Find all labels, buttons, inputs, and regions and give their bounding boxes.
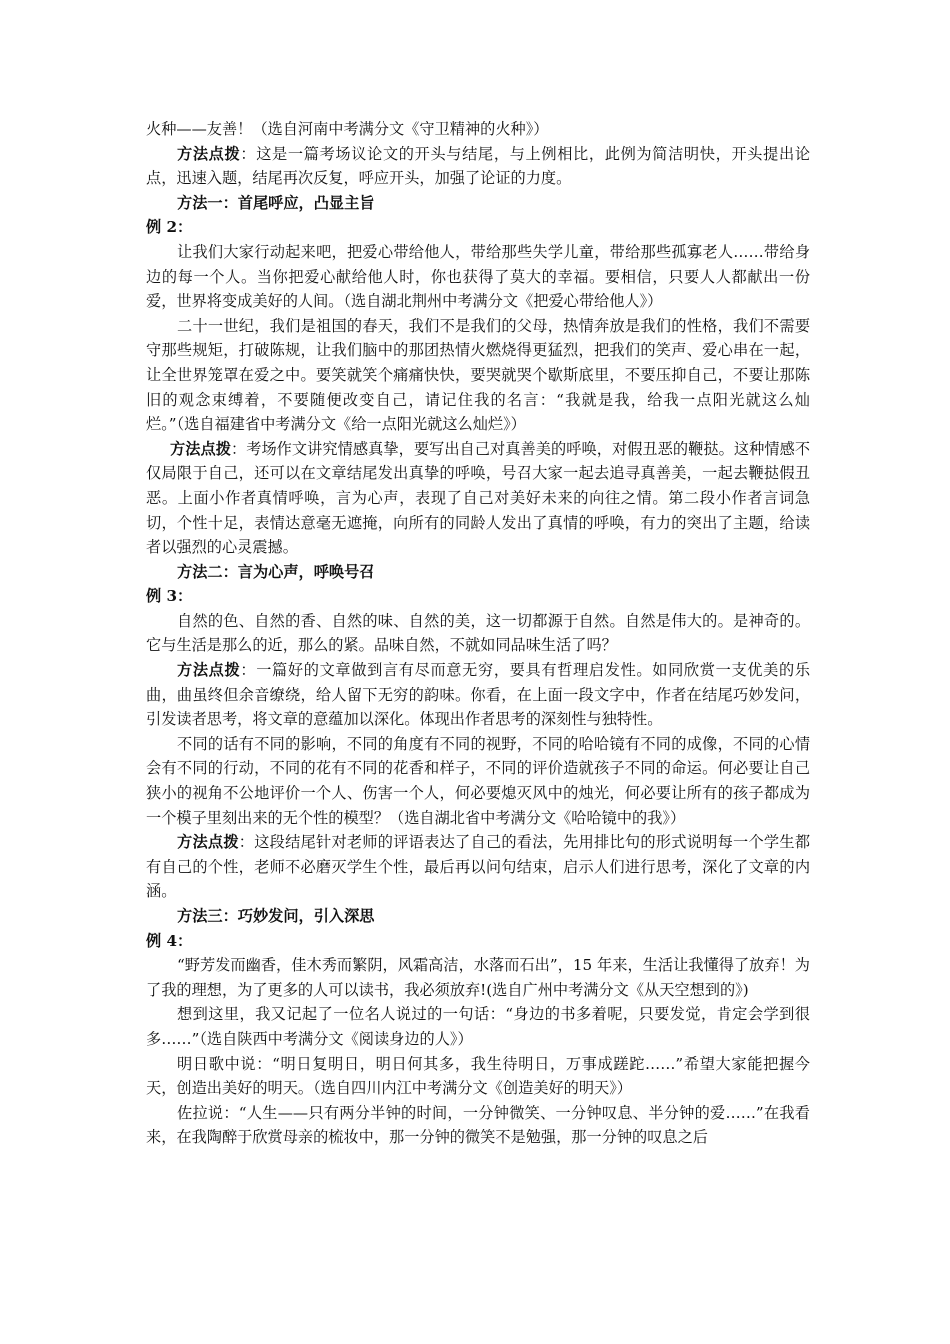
method-heading: 方法一：首尾呼应，凸显主旨	[177, 193, 375, 212]
document-body	[146, 117, 810, 1150]
paragraph-text: 火种——友善！（选自河南中考满分文《守卫精神的火种》）	[146, 120, 549, 138]
example-paragraph: 二十一世纪，我们是祖国的春天，我们不是我们的父母，热情奔放是我们的性格，我们不需要守那些规矩，打破陈规，让我们脑中的那团热情火燃烧得更猛烈，把我们的笑声、爱心串在一起，让全世界笼罩在爱之中。要笑就笑个痛痛快快，要哭就哭个歇斯底里，不要压抑自己，不要让那陈旧的观念束缚着，不要随便改变自己，请记住我的名言：“我就是我，给我一点阳光就这么灿烂。”（选自福建省中考满分文《给一点阳光就这么灿烂》）	[146, 316, 810, 434]
example-paragraph: 让我们大家行动起来吧，把爱心带给他人，带给那些失学儿童，带给那些孤寡老人……带给身边的每一个人。当你把爱心献给他人时，你也获得了莫大的幸福。要相信，只要人人都献出一份爱，世界将变成美好的人间。（选自湖北荆州中考满分文《把爱心带给他人》）	[146, 242, 810, 311]
example-label: 例 2：	[146, 218, 193, 237]
paragraph-text: ：考场作文讲究情感真挚，要写出自己对真善美的呼唤，对假丑恶的鞭挞。这种情感不仅局限于自己，还可以在文章结尾发出真挚的呼唤，号召大家一起去追寻真善美，一起去鞭挞假丑恶。上面小作者真情呼唤，言为心声，表现了自己对美好未来的向往之情。第二段小作者言词急切，个性十足，表情达意毫无遮掩，向所有的同龄人发出了真情的呼唤，有力的突出了主题，给读者以强烈的心灵震撼。	[146, 439, 811, 557]
method-tip-label: 方法点拨	[177, 661, 241, 680]
method-heading: 方法三：巧妙发问，引入深思	[177, 907, 375, 925]
example-paragraph: 明日歌中说：“明日复明日，明日何其多，我生待明日，万事成蹉跎……”希望大家能把握今天，创造出美好的明天。（选自四川内江中考满分文《创造美好的明天》）	[146, 1054, 810, 1098]
example-paragraph: “野芳发而幽香，佳木秀而繁阴，风霜高洁，水落而石出”，15 年来，生活让我懂得了放弃！为了我的理想，为了更多的人可以读书，我必须放弃!(选自广州中考满分文《从天空想到的》)	[146, 956, 810, 999]
method-tip-label: 方法点拨	[177, 144, 241, 163]
paragraph-text: ：一篇好的文章做到言有尽而意无穷，要具有哲理启发性。如同欣赏一支优美的乐曲，曲虽终但余音缭绕，给人留下无穷的韵味。你看，在上面一段文字中，作者在结尾巧妙发问，引发读者思考，将文章的意蕴加以深化。体现出作者思考的深刻性与独特性。	[146, 661, 811, 729]
method-tip-paragraph	[146, 437, 810, 560]
paragraph-source-line	[146, 117, 810, 142]
method-tip-paragraph	[146, 142, 810, 191]
method-tip-paragraph	[146, 658, 810, 732]
method-heading: 方法二：言为心声，呼唤号召	[177, 562, 375, 581]
example-paragraph: 佐拉说：“人生——只有两分半钟的时间，一分钟微笑、一分钟叹息、半分钟的爱……”在我看来，在我陶醉于欣赏母亲的梳妆中，那一分钟的微笑不是勉强，那一分钟的叹息之后	[146, 1103, 810, 1147]
example-paragraph: 自然的色、自然的香、自然的味、自然的美，这一切都源于自然。自然是伟大的。是神奇的。它与生活是那么的近，那么的紧。品味自然，不就如同品味生活了吗？	[146, 611, 810, 655]
method-tip-paragraph	[146, 830, 810, 904]
example-label: 例 3：	[146, 587, 193, 606]
method-tip-label: 方法点拨	[177, 833, 239, 852]
example-label: 例 4：	[146, 931, 193, 950]
example-paragraph: 想到这里，我又记起了一位名人说过的一句话：“身边的书多着呢，只要发觉，肯定会学到很多……”（选自陕西中考满分文《阅读身边的人》）	[146, 1005, 810, 1048]
method-tip-label: 方法点拨	[170, 439, 231, 458]
paragraph-text: ：这段结尾针对老师的评语表达了自己的看法，先用排比句的形式说明每一个学生都有自己的个性，老师不必磨灭学生个性，最后再以问句结束，启示人们进行思考，深化了文章的内涵。	[146, 833, 810, 901]
example-paragraph: 不同的话有不同的影响，不同的角度有不同的视野，不同的哈哈镜有不同的成像，不同的心情会有不同的行动，不同的花有不同的花香和样子，不同的评价造就孩子不同的命运。何必要让自己狭小的视角不公地评价一个人、伤害一个人，何必要熄灭风中的烛光，何必要让所有的孩子都成为一个模子里刻出来的无个性的模型？（选自湖北省中考满分文《哈哈镜中的我》）	[146, 734, 810, 827]
paragraph-text: ：这是一篇考场议论文的开头与结尾，与上例相比，此例为简洁明快，开头提出论点，迅速入题，结尾再次反复，呼应开头，加强了论证的力度。	[146, 144, 811, 188]
